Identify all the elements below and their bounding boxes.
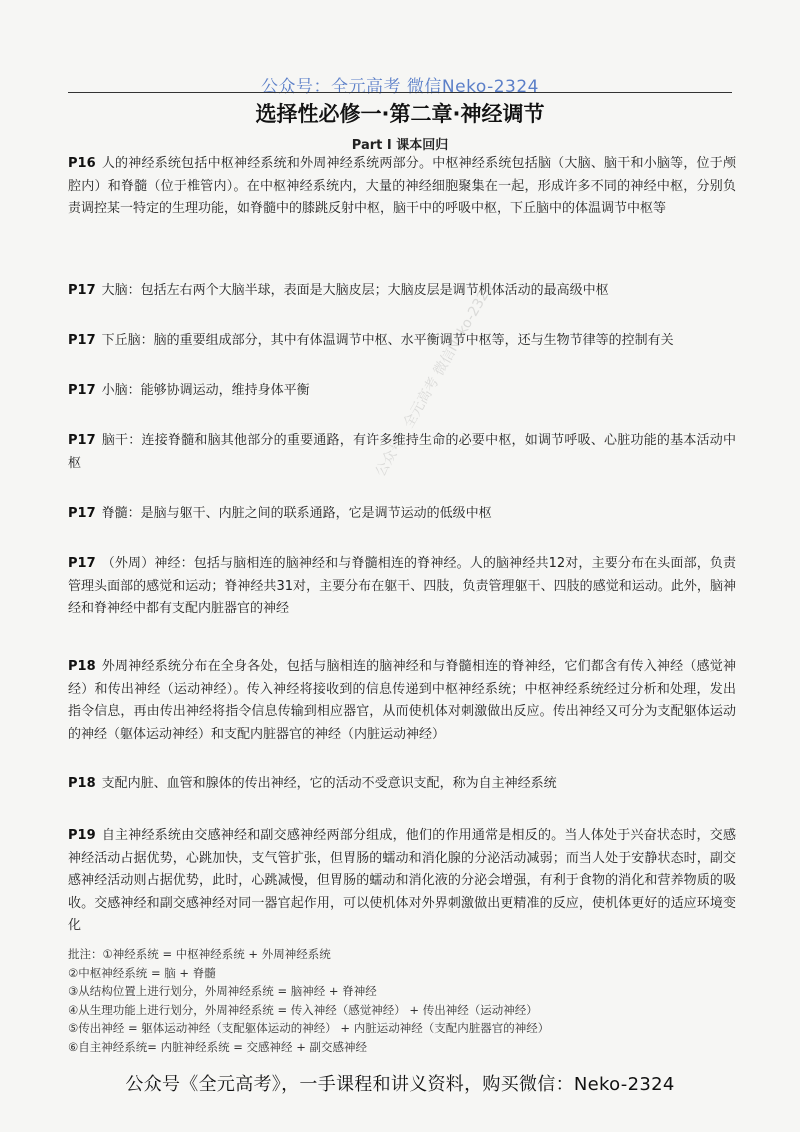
paragraph-p18-peripheral: [68, 656, 736, 746]
paragraph-p18-autonomic: [68, 773, 736, 796]
paragraph-text: 自主神经系统由交感神经和副交感神经两部分组成，他们的作用通常是相反的。当人体处于兴奋状态时，交感神经活动占据优势，心跳加快，支气管扩张，但胃肠的蠕动和消化腺的分泌活动减弱；而当人处于安静状态时，副交感神经活动则占据优势，此时，心跳减慢，但胃肠的蠕动和消化液的分泌会增强，有利于食物的消化和营养物质的吸收。交感神经和副交感神经对同一器官起作用，可以使机体对外界刺激做出更精准的反应，使机体更好的适应环境变化: [68, 828, 736, 933]
annotation-notes: [68, 945, 736, 1057]
paragraph-p19: [68, 825, 736, 938]
note-line: ②中枢神经系统 = 脑 + 脊髓: [68, 965, 216, 980]
paragraph-text: 大脑：包括左右两个大脑半球，表面是大脑皮层；大脑皮层是调节机体活动的最高级中枢: [101, 283, 609, 298]
note-line: ③从结构位置上进行划分，外周神经系统 = 脑神经 + 脊神经: [68, 984, 377, 999]
paragraph-text: 支配内脏、血管和腺体的传出神经，它的活动不受意识支配，称为自主神经系统: [101, 776, 557, 791]
note-line: ⑤传出神经 = 躯体运动神经（支配躯体运动的神经） + 内脏运动神经（支配内脏器官的神经）: [68, 1021, 550, 1036]
paragraph-p16: [68, 153, 736, 221]
watermark-diagonal: 公众号：全元高考 微信Neko-2324: [372, 280, 497, 480]
paragraph-p17-hypothalamus: [68, 330, 736, 353]
header-rule: [68, 92, 732, 93]
page-ref: P19: [68, 828, 96, 843]
page-ref: P17: [68, 283, 96, 298]
footer-text: 公众号《全元高考》，一手课程和讲义资料，购买微信：Neko-2324: [125, 1074, 675, 1095]
page-ref: P17: [68, 383, 96, 398]
paragraph-p17-cerebellum: [68, 380, 736, 403]
page-ref: P18: [68, 776, 96, 791]
paragraph-text: 下丘脑：脑的重要组成部分，其中有体温调节中枢、水平衡调节中枢等，还与生物节律等的控制有关: [101, 333, 674, 348]
page-ref: P17: [68, 433, 96, 448]
note-line: 批注：①神经系统 = 中枢神经系统 + 外周神经系统: [68, 947, 331, 961]
page-ref: P17: [68, 556, 96, 571]
paragraph-text: 小脑：能够协调运动，维持身体平衡: [101, 383, 310, 398]
paragraph-text: 外周神经系统分布在全身各处，包括与脑相连的脑神经和与脊髓相连的脊神经，它们都含有传入神经（感觉神经）和传出神经（运动神经）。传入神经将接收到的信息传递到中枢神经系统；中枢神经系统经过分析和处理，发出指令信息，再由传出神经将指令信息传输到相应器官，从而使机体对刺激做出反应。传出神经又可分为支配躯体运动的神经（躯体运动神经）和支配内脏器官的神经（内脏运动神经）: [68, 659, 736, 742]
page-ref: P18: [68, 659, 96, 674]
paragraph-p17-spinal-cord: [68, 503, 736, 526]
paragraph-text: （外周）神经：包括与脑相连的脑神经和与脊髓相连的脊神经。人的脑神经共12对，主要分布在头面部，负责管理头面部的感觉和运动；脊神经共31对，主要分布在躯干、四肢，负责管理躯干、四肢的感觉和运动。此外，脑神经和脊神经中都有支配内脏器官的神经: [68, 556, 736, 616]
watermark-header: 公众号：全元高考 微信Neko-2324: [261, 77, 539, 97]
page-ref: P16: [68, 156, 96, 171]
paragraph-p17-nerves: [68, 553, 736, 621]
paragraph-text: 脑干：连接脊髓和脑其他部分的重要通路，有许多维持生命的必要中枢，如调节呼吸、心脏功能的基本活动中枢: [68, 433, 736, 471]
paragraph-text: 脊髓：是脑与躯干、内脏之间的联系通路，它是调节运动的低级中枢: [101, 506, 492, 521]
page-ref: P17: [68, 506, 96, 521]
paragraph-p17-cerebrum: [68, 280, 736, 303]
page-ref: P17: [68, 333, 96, 348]
page-title: 选择性必修一·第二章·神经调节: [255, 102, 545, 126]
note-line: ⑥自主神经系统= 内脏神经系统 = 交感神经 + 副交感神经: [68, 1039, 367, 1054]
section-subtitle: Part I 课本回归: [351, 138, 449, 153]
note-line: ④从生理功能上进行划分，外周神经系统 = 传入神经（感觉神经） + 传出神经（运动神经）: [68, 1002, 538, 1017]
paragraph-text: 人的神经系统包括中枢神经系统和外周神经系统两部分。中枢神经系统包括脑（大脑、脑干和小脑等，位于颅腔内）和脊髓（位于椎管内）。在中枢神经系统内，大量的神经细胞聚集在一起，形成许多不同的神经中枢，分别负责调控某一特定的生理功能，如脊髓中的膝跳反射中枢，脑干中的呼吸中枢，下丘脑中的体温调节中枢等: [68, 156, 736, 216]
